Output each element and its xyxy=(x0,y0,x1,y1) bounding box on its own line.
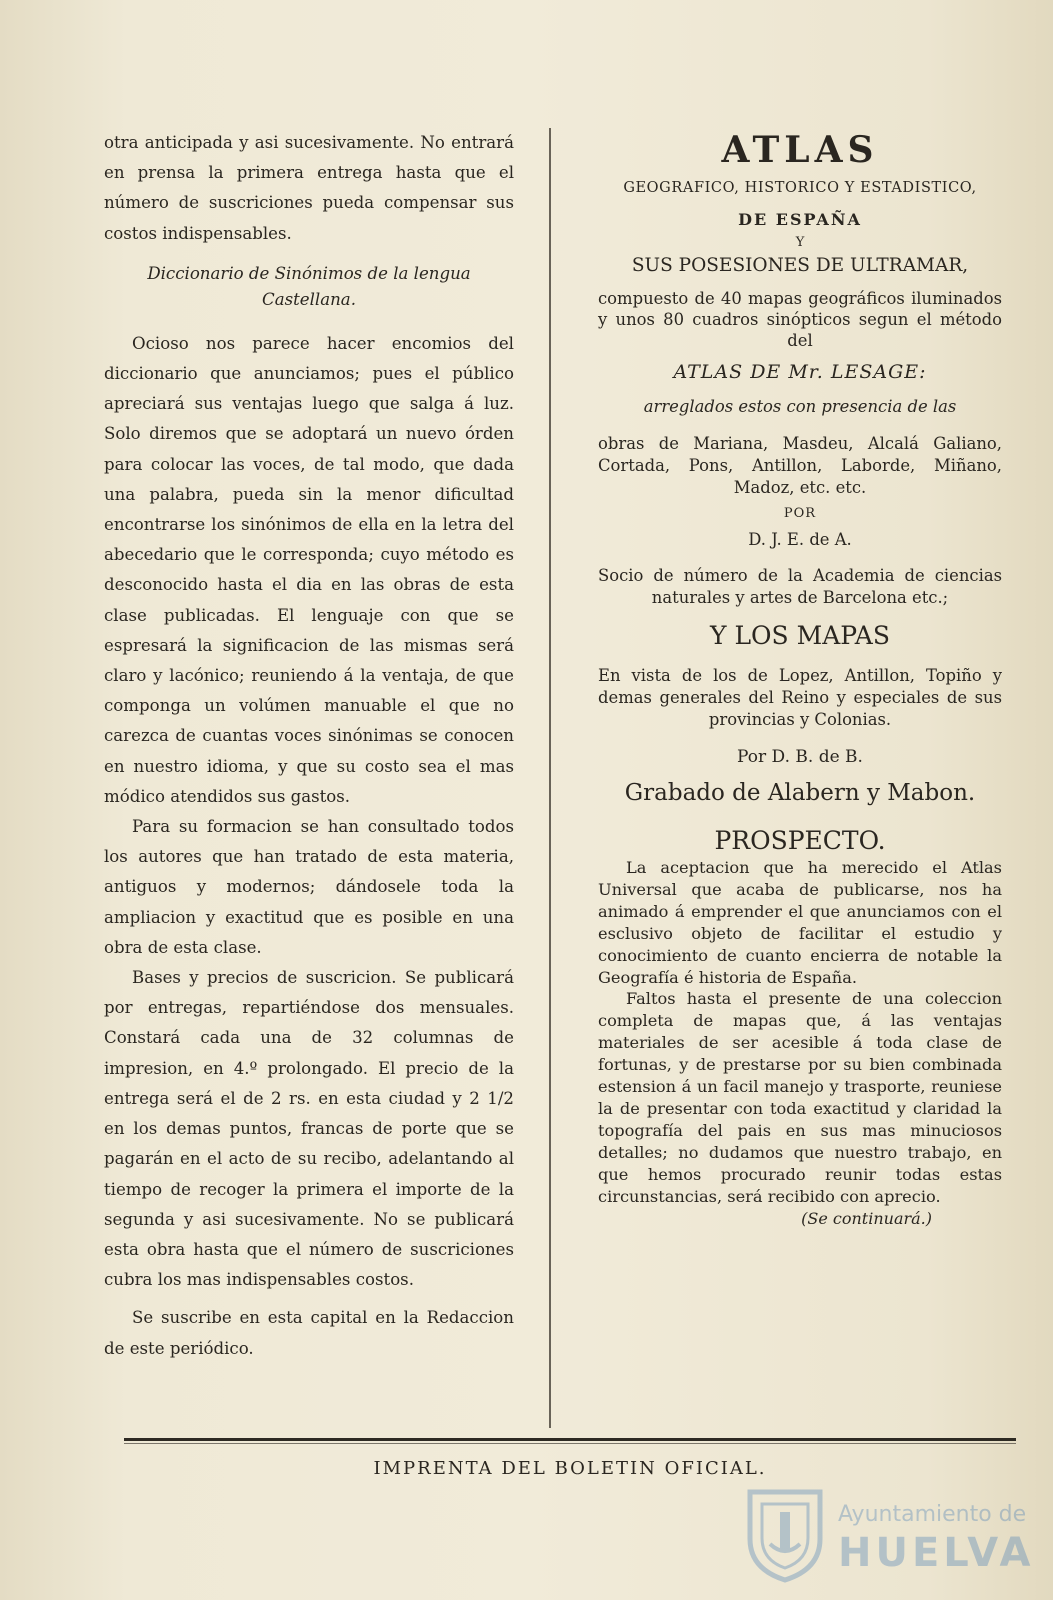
atlas-autor: D. J. E. de A. xyxy=(748,530,852,549)
footer-rule-thin xyxy=(124,1443,1016,1444)
atlas-subtitle: GEOGRAFICO, HISTORICO Y ESTADISTICO, xyxy=(623,180,977,196)
right-column xyxy=(598,128,1002,1230)
atlas-y-los-mapas: Y LOS MAPAS xyxy=(710,621,890,650)
imprint-footer: IMPRENTA DEL BOLETIN OFICIAL. xyxy=(373,1458,767,1479)
watermark-line2: HUELVA xyxy=(838,1530,1035,1576)
column-divider xyxy=(549,128,551,1428)
prospecto-paragraph-2: Faltos hasta el presente de una coleccion completa de mapas que, á las ventajas materiales de ser acesible á toda clase de fortunas, y de prestarse por su bien combinada estension á un facil manejo y trasporte, reuniese la de presentar con toda exactitud y claridad la topografía del pais en sus mas minuciosos detalles; no dudamos que nuestro trabajo, en que hemos procurado reunir todas estas circunstancias, será recibido con aprecio. xyxy=(598,989,1002,1206)
prospecto-paragraph-1: La aceptacion que ha merecido el Atlas Universal que acaba de publicarse, nos ha animado á emprender el que anunciamos con el esclusivo objeto de facilitar el estudio y conocimiento de cuanto encierra de notable la Geografía é historia de España. xyxy=(598,858,1002,987)
paragraph-suscripcion: Se suscribe en esta capital en la Redaccion de este periódico. xyxy=(104,1308,514,1358)
atlas-espana: DE ESPAÑA xyxy=(738,210,862,229)
prospecto-heading: PROSPECTO. xyxy=(714,826,886,855)
atlas-en-vista: En vista de los de Lopez, Antillon, Topiño y demas generales del Reino y especiales de sus provincias y Colonias. xyxy=(598,666,1002,729)
paragraph-diccionario-description: Ocioso nos parece hacer encomios del diccionario que anunciamos; pues el público apreciará sus ventajas luego que salga á luz. Solo diremos que se adoptará un nuevo órden para colocar las voces, de tal modo, que dada una palabra, pueda sin la menor dificultad encontrarse los sinónimos de ella en la letra del abecedario que le corresponda; cuyo método es desconocido hasta el dia en las obras de esta clase publicadas. El lenguaje con que se espresará la significacion de las mismas será claro y lacónico; reuniendo á la ventaja, de que componga un volúmen manuable el que no carezca de cuantas voces sinónimas se conocen en nuestro idioma, y que su costo sea el mas módico atendidos sus gastos. xyxy=(104,333,514,806)
ayuntamiento-watermark xyxy=(740,1484,1035,1584)
paragraph-intro: otra anticipada y asi sucesivamente. No entrará en prensa la primera entrega hasta que el número de suscriciones pueda compensar sus costos indispensables. xyxy=(104,133,514,243)
footer-rule xyxy=(124,1438,1016,1441)
atlas-arreglados: arreglados estos con presencia de las xyxy=(643,397,957,416)
watermark-line1: Ayuntamiento de xyxy=(838,1502,1027,1527)
left-column xyxy=(104,128,514,1364)
atlas-obras: obras de Mariana, Masdeu, Alcalá Galiano, Cortada, Pons, Antillon, Laborde, Miñano, Madoz, etc. etc. xyxy=(598,434,1002,497)
section-heading-diccionario: Diccionario de Sinónimos de la lengua Castellana. xyxy=(147,263,471,309)
atlas-por: POR xyxy=(783,506,817,521)
atlas-y: Y xyxy=(795,235,805,250)
atlas-title: ATLAS xyxy=(721,129,879,171)
atlas-posesiones: SUS POSESIONES DE ULTRAMAR, xyxy=(631,255,969,276)
atlas-lesage: ATLAS DE Mr. LESAGE: xyxy=(673,361,927,383)
se-continuara: (Se continuará.) xyxy=(801,1208,932,1228)
paragraph-formacion: Para su formacion se han consultado todos los autores que han tratado de esta materia, antiguos y modernos; dándosele toda la ampliacion y exactitud que es posible en una obra de esta clase. xyxy=(104,817,514,957)
atlas-socio: Socio de número de la Academia de ciencias naturales y artes de Barcelona etc.; xyxy=(598,566,1002,607)
paragraph-bases-precios: Bases y precios de suscricion. Se publicará por entregas, repartiéndose dos mensuales. Constará cada una de 32 columnas de impresion, en 4.º prolongado. El precio de la entrega será el de 2 rs. en esta ciudad y 2 1/2 en los demas puntos, francas de porte que se pagarán en el acto de su recibo, adelantando al tiempo de recoger la primera el importe de la segunda y asi sucesivamente. No se publicará esta obra hasta que el número de suscriciones cubra los mas indispensables costos. xyxy=(104,968,514,1290)
atlas-compuesto: compuesto de 40 mapas geográficos iluminados y unos 80 cuadros sinópticos segun el método del xyxy=(598,289,1002,350)
city-coat-of-arms-icon xyxy=(740,1484,830,1584)
atlas-grabado: Grabado de Alabern y Mabon. xyxy=(624,780,976,806)
atlas-por-dbb: Por D. B. de B. xyxy=(737,747,863,767)
